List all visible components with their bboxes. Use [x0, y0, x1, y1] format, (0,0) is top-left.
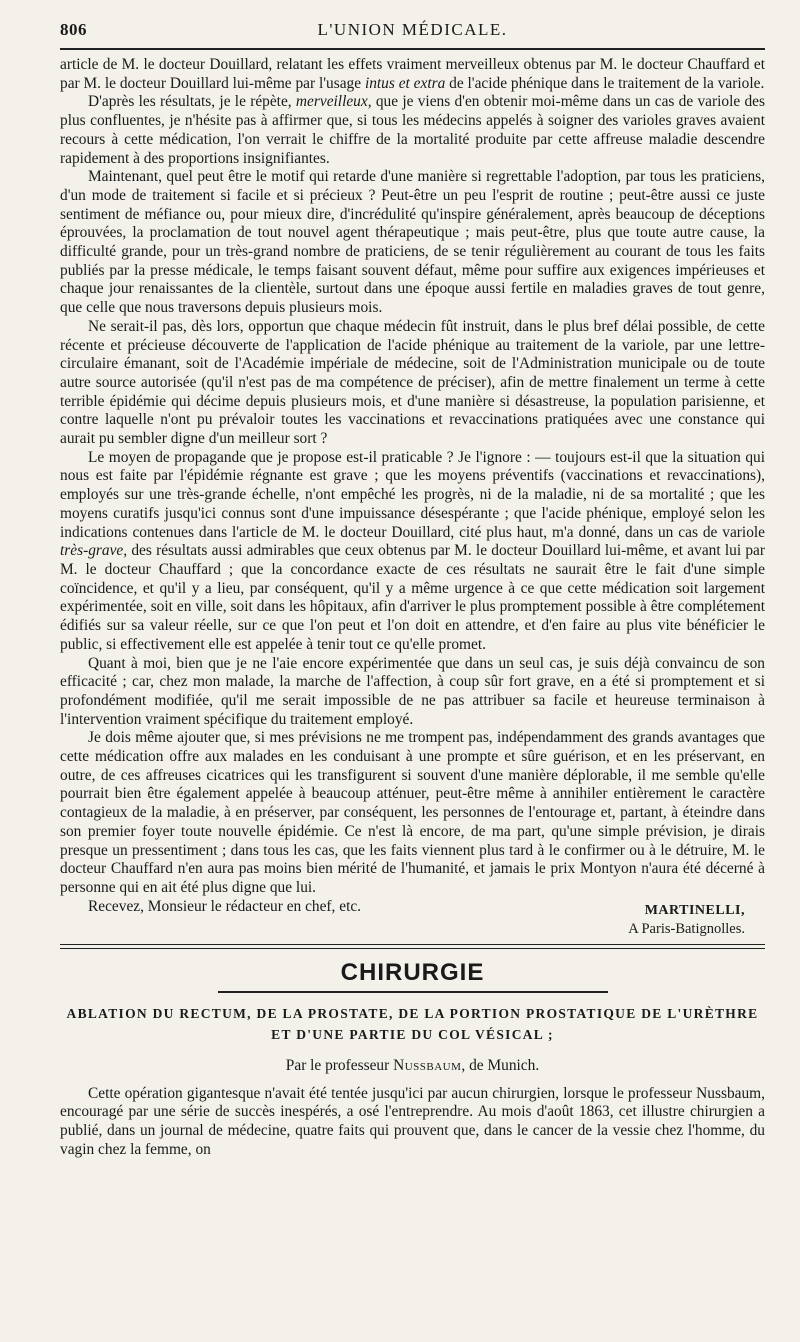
article-title-line-2: ET D'UNE PARTIE DU COL VÉSICAL ; — [271, 1026, 554, 1042]
author-name: MARTINELLI, — [644, 902, 745, 918]
header-rule — [60, 48, 765, 50]
section-title-rule — [218, 991, 608, 993]
byline-prefix: Par le professeur — [285, 1056, 394, 1074]
letter-paragraph — [60, 729, 765, 897]
article-intro-paragraph: Cette opération gigantesque n'avait été tentée jusqu'ici par aucun chirurgien, lorsque le professeur Nussbaum, encouragé par une série de succès inespérés, a osé l'entreprendre. Au mois d'août 1863, cet illustre chirurgien a publié, dans un journal de médecine, quatre faits qui prouvent que, dans le cancer de la vessie chez l'homme, du vagin chez la femme, on — [60, 1084, 765, 1158]
author-place: A Paris-Batignolles. — [628, 920, 745, 937]
italic-phrase: merveilleux, — [295, 93, 372, 111]
italic-phrase: très-grave, — [60, 542, 128, 560]
section-divider — [60, 944, 765, 949]
page-number: 806 — [60, 20, 87, 39]
article-title-line-1: ABLATION DU RECTUM, DE LA PROSTATE, DE LA PORTION PROSTATIQUE DE L'URÈTHRE — [66, 1005, 759, 1021]
text-run: Quant à moi, bien que je ne l'aie encore expérimentée que dans un seul cas, je suis déjà convaincu de son efficacité ; car, chez mon malade, la marche de l'affection, à coup sûr fort grave, en a été si promptement et si profondément modifiée, qu'il me serait impossible de ne pas attribuer sa facile et heureuse terminaison à l'intervention vraiment spécifique du traitement employé. — [60, 654, 765, 728]
letter-signoff — [60, 898, 765, 940]
article-title — [60, 1003, 765, 1045]
byline-suffix: , de Munich. — [461, 1056, 540, 1074]
text-run: article de M. le docteur Douillard, relatant les effets vraiment merveilleux obtenus par M. le docteur Chauffard et par M. le docteur Douillard lui-même par l'usage — [60, 56, 765, 92]
letter-paragraph — [60, 168, 765, 318]
text-run: Ne serait-il pas, dès lors, opportun que chaque médecin fût instruit, dans le plus bref délai possible, de cette récente et précieuse découverte de l'application de l'acide phénique au traitement de la variole, par une lettre-circulaire émanant, soit de l'Académie impériale de médecine, soit de l'Administration municipale ou de toute autre source autorisée (qu'il n'est pas de ma compétence de préciser), afin de mettre finalement un terme à cette terrible épidémie qui décime depuis plusieurs mois, et d'une manière si désastreuse, la population parisienne, et contre laquelle n'ont pu prévaloir toutes les vaccinations et revaccinations pratiquées avec une constance qui aurait pu sembler digne d'un meilleur sort ? — [60, 317, 765, 448]
text-run: des résultats aussi admirables que ceux obtenus par M. le docteur Douillard lui-même, et avant lui par M. le docteur Chauffard ; que la concordance exacte de ces résultats ne saurait être le fait d'une simple coïncidence, et qu'il y a lieu, par conséquent, qu'il y a même urgence à ce que cette médication soit largement expérimentée, soit en ville, soit dans les hôpitaux, afin d'arriver le plus promptement possible à être complétement édifiés sur sa valeur réelle, sur ce que l'on peut et l'on doit en attendre, et d'en faire au plus vite bénéficier le public, si effectivement elle est appelée à tenir tout ce qu'elle promet. — [60, 542, 765, 653]
letter-paragraph — [60, 449, 765, 655]
section-title: CHIRURGIE — [340, 958, 485, 986]
byline-author: Nussbaum — [393, 1056, 462, 1074]
closing-salutation: Recevez, Monsieur le rédacteur en chef, etc. — [88, 897, 362, 915]
letter-paragraph — [60, 93, 765, 168]
text-run: Maintenant, quel peut être le motif qui retarde d'une manière si regrettable l'adoption, par tous les praticiens, d'un mode de traitement si facile et si précieux ? Peut-être un peu l'esprit de routine ; peut-être aussi ce juste sentiment de méfiance ou, pour mieux dire, d'incrédulité qu'inspire généralement, après beaucoup de déceptions éprouvées, la proclamation de tout nouvel agent thérapeutique ; mais peut-être, plus que toute autre cause, la difficulté grande, pour un très-grand nombre de praticiens, de se tenir régulièrement au courant de tous les faits publiés par la presse médicale, le temps faisant souvent défaut, même pour suffire aux exigences impérieuses et chaque jour renaissantes de la clientèle, surtout dans une époque aussi fertile en maladies graves de tout genre, que celle que nous traversons depuis plusieurs mois. — [60, 168, 765, 317]
page-header — [60, 18, 765, 46]
text-run: Le moyen de propagande que je propose est-il praticable ? Je l'ignore : — toujours est-il que la situation qui nous est faite par l'épidémie régnante est grave ; que les moyens préventifs (vaccinations et revaccinations), employés sur une très-grande échelle, n'ont empêché les progrès, ni de la maladie, ni de sa mortalité ; que les moyens curatifs jusqu'ici connus sont d'une impuissance désespérante ; que l'acide phénique, employé selon les indications contenues dans l'article de M. le docteur Douillard, cité plus haut, m'a donné, dans un cas de variole — [60, 448, 765, 541]
letter-paragraph — [60, 318, 765, 449]
letter-paragraph — [60, 655, 765, 730]
letter-body — [60, 56, 765, 898]
document-page — [60, 18, 765, 1159]
text-run: Je dois même ajouter que, si mes prévisions ne me trompent pas, indépendamment des grands avantages que cette médication offre aux malades en les conduisant à une prompte et sûre guérison, et en les préservant, en outre, de ces affreuses cicatrices qui les transfigurent si souvent d'une manière déplorable, il me semble qu'elle pourrait bien être également appelée à beaucoup atténuer, peut-être même à annihiler entièrement le caractère contagieux de la maladie, à en préserver, par conséquent, les personnes de l'entourage et, partant, à éteindre dans son premier foyer toute nouvelle épidémie. Ce n'est là encore, de ma part, qu'une simple prévision, je dirais presque un pressentiment ; dans tous les cas, que les faits viennent plus tard à le confirmer ou à le détruire, M. le docteur Chauffard n'en aura pas moins bien mérité de l'humanité, et jamais le prix Montyon n'aura été décerné à personne qui en ait été plus digne que lui. — [60, 729, 765, 896]
italic-phrase: intus et extra — [364, 74, 446, 92]
article-byline — [60, 1057, 765, 1075]
journal-title: L'UNION MÉDICALE. — [317, 20, 508, 39]
text-run: que je viens d'en obtenir moi-même dans un cas de variole des plus confluentes, je n'hésite pas à affirmer que, si tous les médecins appelés à soigner des varioles graves avaient recours à cette médication, l'on verrait le chiffre de la mortalité produite par cette affreuse maladie descendre rapidement à des proportions insignifiantes. — [60, 93, 765, 167]
letter-paragraph — [60, 56, 765, 93]
text-run: de l'acide phénique dans le traitement de la variole. — [445, 74, 765, 92]
text-run: D'après les résultats, je le répète, — [88, 93, 296, 111]
